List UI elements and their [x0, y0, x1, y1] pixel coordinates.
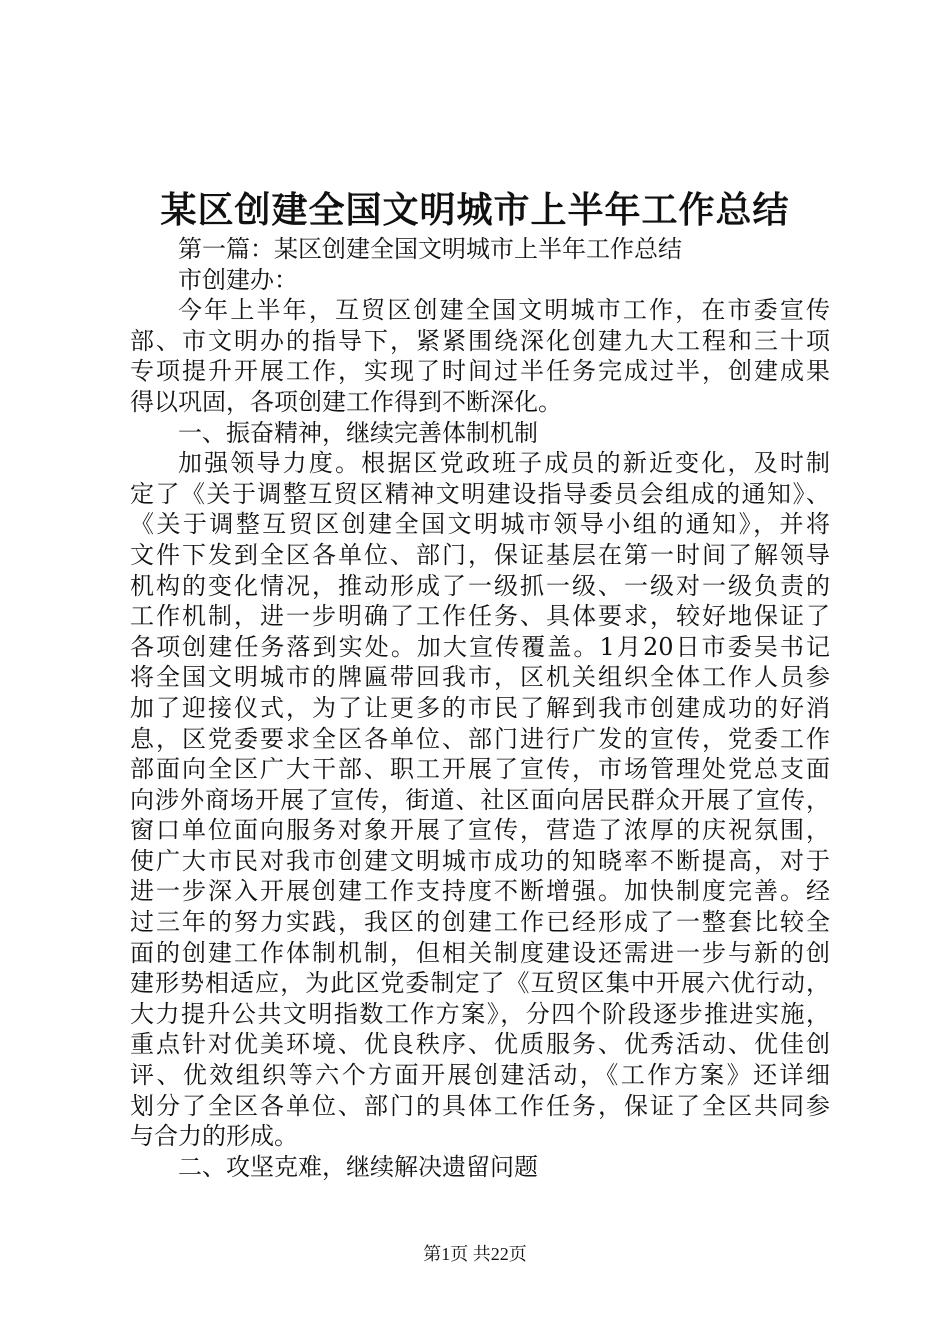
body-line: 向涉外商场开展了宣传，街道、社区面向居民群众开展了宣传， — [130, 785, 830, 814]
body-line: 二、攻坚克难，继续解决遗留问题 — [178, 1152, 538, 1181]
body-line: 一、振奋精神，继续完善体制机制 — [178, 418, 538, 447]
body-line: 过三年的努力实践，我区的创建工作已经形成了一整套比较全 — [130, 908, 830, 937]
body-line: 加强领导力度。根据区党政班子成员的新近变化，及时制 — [178, 449, 830, 478]
body-line: 工作机制，进一步明确了工作任务、具体要求，较好地保证了 — [130, 602, 830, 631]
body-line: 与合力的形成。 — [130, 1122, 298, 1151]
body-line: 部、市文明办的指导下，紧紧围绕深化创建九大工程和三十项 — [130, 326, 830, 355]
body-line: 市创建办： — [178, 265, 298, 294]
body-line: 建形势相适应，为此区党委制定了《互贸区集中开展六优行动， — [130, 969, 830, 998]
body-line: 机构的变化情况，推动形成了一级抓一级、一级对一级负责的 — [130, 571, 830, 600]
body-line: 文件下发到全区各单位、部门，保证基层在第一时间了解领导 — [130, 540, 830, 569]
body-line: 部面向全区广大干部、职工开展了宣传，市场管理处党总支面 — [130, 755, 830, 784]
page-footer: 第1页 共22页 — [423, 1244, 527, 1264]
body-line: 息，区党委要求全区各单位、部门进行广发的宣传，党委工作 — [130, 724, 830, 753]
body-line: 今年上半年，互贸区创建全国文明城市工作，在市委宣传 — [178, 296, 830, 325]
body-line: 进一步深入开展创建工作支持度不断增强。加快制度完善。经 — [130, 877, 830, 906]
body-line: 得以巩固，各项创建工作得到不断深化。 — [130, 387, 562, 416]
document-body — [130, 234, 830, 1182]
body-line: 面的创建工作体制机制，但相关制度建设还需进一步与新的创 — [130, 938, 830, 967]
body-line: 重点针对优美环境、优良秩序、优质服务、优秀活动、优佳创 — [130, 1030, 830, 1059]
body-line: 第一篇：某区创建全国文明城市上半年工作总结 — [178, 235, 682, 263]
body-line: 定了《关于调整互贸区精神文明建设指导委员会组成的通知》、 — [130, 479, 830, 508]
body-line: 评、优效组织等六个方面开展创建活动，《工作方案》还详细 — [130, 1061, 830, 1090]
body-line: 使广大市民对我市创建文明城市成功的知晓率不断提高，对于 — [130, 846, 830, 875]
body-line: 将全国文明城市的牌匾带回我市，区机关组织全体工作人员参 — [130, 663, 830, 692]
body-line: 《关于调整互贸区创建全国文明城市领导小组的通知》，并将 — [130, 510, 830, 539]
document-title: 某区创建全国文明城市上半年工作总结 — [160, 189, 790, 231]
body-line: 加了迎接仪式，为了让更多的市民了解到我市创建成功的好消 — [130, 693, 830, 722]
body-line: 划分了全区各单位、部门的具体工作任务，保证了全区共同参 — [130, 1091, 830, 1120]
body-line: 窗口单位面向服务对象开展了宣传，营造了浓厚的庆祝氛围， — [130, 816, 830, 845]
body-line: 专项提升开展工作，实现了时间过半任务完成过半，创建成果 — [130, 357, 830, 386]
body-line: 各项创建任务落到实处。加大宣传覆盖。1月20日市委吴书记 — [130, 632, 830, 661]
body-line: 大力提升公共文明指数工作方案》，分四个阶段逐步推进实施， — [130, 999, 830, 1028]
